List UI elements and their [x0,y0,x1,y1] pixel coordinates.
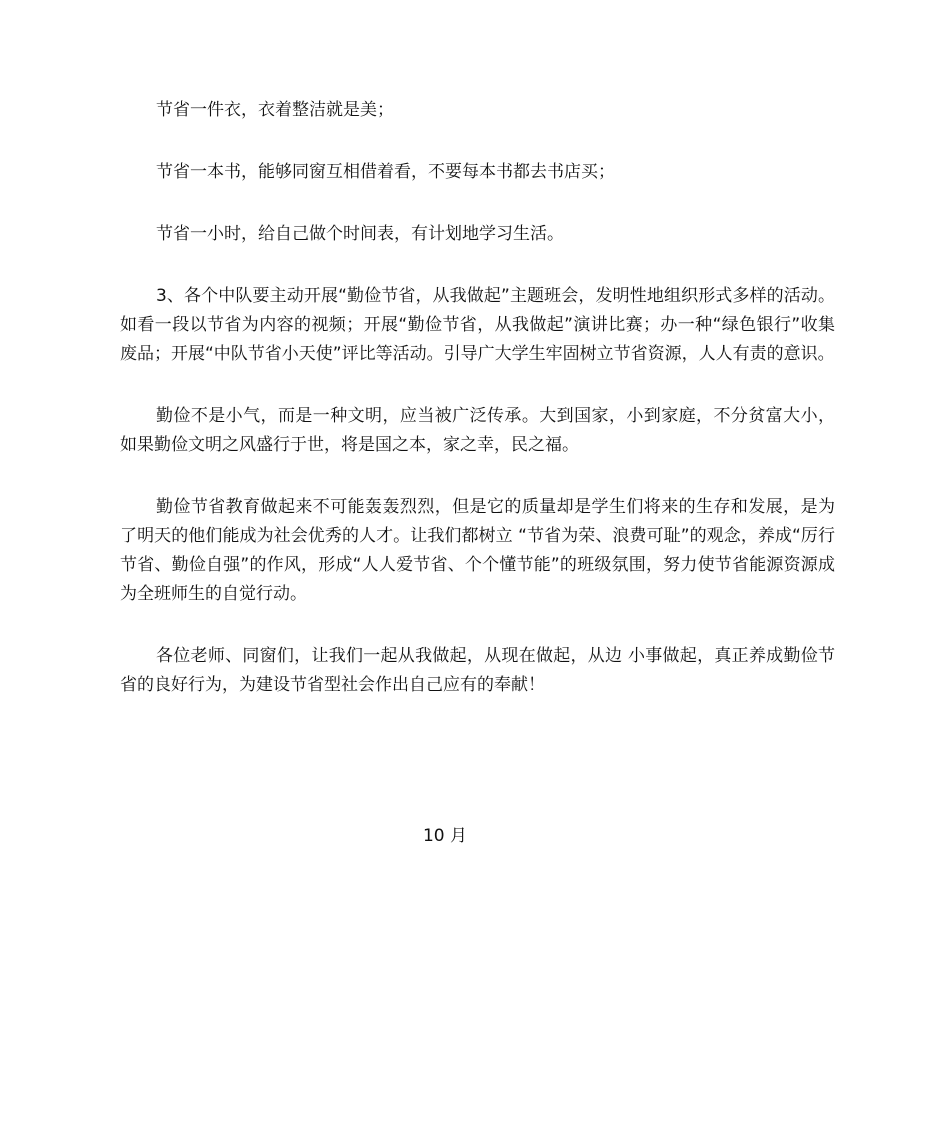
paragraph-closing-appeal: 各位老师、同窗们，让我们一起从我做起，从现在做起，从边 小事做起，真正养成勤俭节省的良好行为，为建设节省型社会作出自己应有的奉献！ [120,646,835,695]
document-date: 10 月 [422,826,468,846]
document-body [120,96,835,733]
paragraph-thrift-civilization: 勤俭不是小气，而是一种文明，应当被广泛传承。大到国家，小到家庭，不分贫富大小，如果勤俭文明之风盛行于世，将是国之本，家之幸，民之福。 [120,406,835,455]
paragraph-save-hour: 节省一小时，给自己做个时间表，有计划地学习生活。 [156,224,564,244]
paragraph-save-book: 节省一本书，能够同窗互相借着看，不要每本书都去书店买； [156,162,615,182]
paragraph-thrift-education: 勤俭节省教育做起来不可能轰轰烈烈，但是它的质量却是学生们将来的生存和发展，是为了明天的他们能成为社会优秀的人才。让我们都树立 “节省为荣、浪费可耻”的观念，养成“厉行节省、勤俭自强”的作风，形成“人人爱节省、个个懂节能”的班级氛围，努力使节省能源资源成为全班师生的自觉行动。 [120,497,835,604]
paragraph-class-meeting: 3、各个中队要主动开展“勤俭节省，从我做起”主题班会，发明性地组织形式多样的活动。如看一段以节省为内容的视频；开展“勤俭节省，从我做起”演讲比赛；办一种“绿色银行”收集废品；开展“中队节省小天使”评比等活动。引导广大学生牢固树立节省资源，人人有责的意识。 [120,286,835,364]
paragraph-save-clothes: 节省一件衣，衣着整洁就是美； [156,100,394,120]
